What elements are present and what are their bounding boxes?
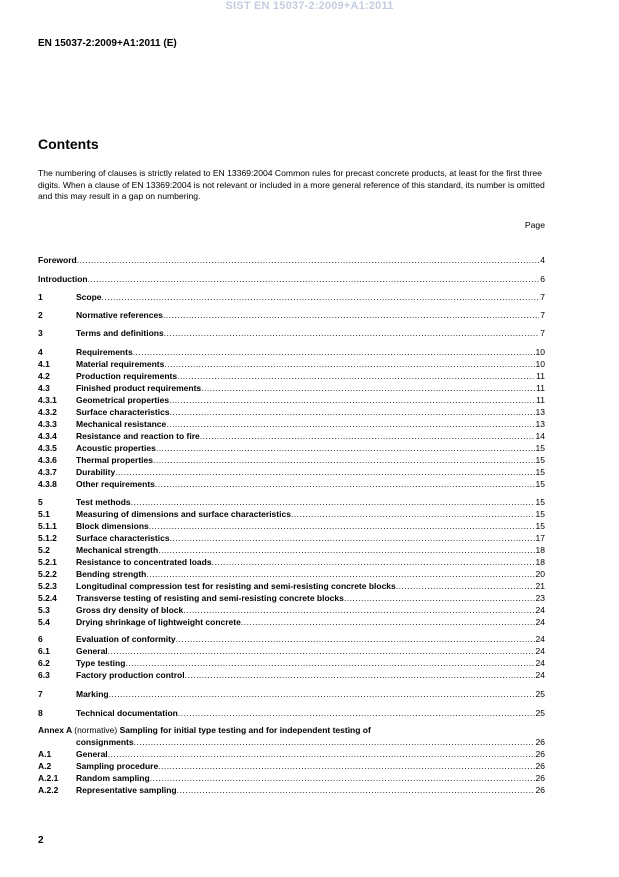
toc-entry-page: 24 [535,634,545,644]
toc-entry-number: 4.3.2 [38,407,57,417]
toc-dot-leader [200,431,535,442]
toc-entry-title: Measuring of dimensions and surface characteristics [76,509,291,519]
toc-dot-leader [125,658,534,669]
toc-entry-page: 13 [535,419,545,429]
toc-entry-title: Other requirements [76,479,155,489]
toc-entry[interactable] [38,455,545,466]
toc-entry-number: 6.3 [38,670,50,680]
toc-entry-title: Technical documentation [76,708,178,718]
toc-entry-title: Gross dry density of block [76,605,184,615]
toc-dot-leader [88,274,540,285]
toc-entry[interactable] [38,509,545,520]
toc-entry-number: 4.3.4 [38,431,57,441]
toc-entry[interactable] [38,593,545,604]
toc-entry-title: Finished product requirements [76,383,202,393]
toc-entry-number: 6.2 [38,658,50,668]
toc-entry-page: 7 [540,310,545,320]
toc-entry-page: 15 [535,455,545,465]
toc-dot-leader [177,785,535,796]
toc-dot-leader [153,455,535,466]
toc-entry-title: Mechanical resistance [76,419,167,429]
toc-entry-number: 5.4 [38,617,50,627]
toc-entry-page: 11 [536,371,545,381]
toc-entry[interactable] [38,419,545,430]
toc-entry[interactable] [38,431,545,442]
annex-label: Annex A [38,725,72,735]
toc-entry-page: 26 [535,761,545,771]
toc-dot-leader [170,533,535,544]
toc-entry-page: 26 [535,773,545,783]
toc-entry-number: 5.2.2 [38,569,57,579]
toc-dot-leader [177,371,535,382]
toc-entry-title: Foreword [38,255,77,265]
toc-entry-title: Mechanical strength [76,545,159,555]
toc-dot-leader [201,383,535,394]
toc-entry-page: 10 [535,347,545,357]
toc-entry-introduction[interactable] [38,274,545,285]
toc-entry-number: 7 [38,689,43,699]
toc-entry-title: consignments [76,737,134,747]
toc-entry-page: 24 [535,605,545,615]
toc-entry-title: Random sampling [76,773,150,783]
toc-entry-page: 15 [535,479,545,489]
toc-entry[interactable] [38,785,545,796]
toc-entry-title: Evaluation of conformity [76,634,176,644]
toc-entry-page: 25 [535,708,545,718]
toc-entry-page: 21 [535,581,545,591]
toc-dot-leader [108,749,535,760]
toc-dot-leader [133,347,535,358]
toc-entry-title: General [76,646,108,656]
toc-entry-number: 4.3.5 [38,443,57,453]
toc-dot-leader [77,255,540,266]
toc-dot-leader [158,545,534,556]
page-number: 2 [38,835,44,846]
toc-dot-leader [163,310,539,321]
toc-dot-leader [146,569,534,580]
toc-entry-title: Representative sampling [76,785,177,795]
watermark: SIST EN 15037-2:2009+A1:2011 [225,0,394,12]
toc-dot-leader [131,497,535,508]
toc-entry-page: 11 [536,383,545,393]
annex-title: Sampling for initial type testing and for independent testing of [119,725,371,735]
toc-dot-leader [155,479,535,490]
toc-entry-title: Block dimensions [76,521,149,531]
toc-entry-page: 15 [535,443,545,453]
toc-dot-leader [241,617,535,628]
toc-entry[interactable] [38,310,545,321]
toc-entry-page: 15 [535,509,545,519]
toc-entry[interactable] [38,605,545,616]
toc-entry-number: 4.3.8 [38,479,57,489]
toc-entry[interactable] [38,407,545,418]
toc-dot-leader [150,773,535,784]
toc-entry-page: 10 [535,359,545,369]
toc-annex-heading[interactable] [38,725,545,736]
toc-dot-leader [185,670,535,681]
toc-entry-title: Introduction [38,274,88,284]
toc-dot-leader [169,395,535,406]
toc-entry-number: A.1 [38,749,52,759]
toc-entry[interactable] [38,545,545,556]
toc-entry-title: Sampling procedure [76,761,159,771]
toc-entry-title: Type testing [76,658,126,668]
toc-dot-leader [176,634,535,645]
toc-entry-number: 4.3.3 [38,419,57,429]
document-id: EN 15037-2:2009+A1:2011 (E) [38,38,177,49]
toc-dot-leader [156,443,535,454]
toc-entry-number: 4.3.7 [38,467,57,477]
toc-entry[interactable] [38,708,545,719]
toc-entry-title: Drying shrinkage of lightweight concrete [76,617,241,627]
toc-entry[interactable] [38,371,545,382]
toc-entry[interactable] [38,581,545,592]
toc-dot-leader [108,646,535,657]
toc-entry-page: 4 [540,255,545,265]
toc-entry-number: A.2.2 [38,785,59,795]
toc-entry-page: 24 [535,617,545,627]
toc-entry-title: Resistance to concentrated loads [76,557,212,567]
toc-entry-page: 25 [535,689,545,699]
toc-dot-leader [291,509,535,520]
toc-entry-number: 6 [38,634,43,644]
toc-entry-number: A.2 [38,761,52,771]
toc-entry-number: 5.2.1 [38,557,57,567]
toc-entry-page: 26 [535,785,545,795]
toc-entry-number: 5.2.3 [38,581,57,591]
toc-entry-number: 5.1 [38,509,50,519]
toc-entry-title: Transverse testing of resisting and semi-resisting concrete blocks [76,593,344,603]
toc-entry-page: 15 [535,521,545,531]
toc-entry[interactable] [38,467,545,478]
toc-entry-annex-continuation[interactable] [76,737,545,748]
toc-entry-title: Requirements [76,347,133,357]
toc-entry-page: 24 [535,658,545,668]
page-title: Contents [38,136,99,152]
toc-dot-leader [149,521,535,532]
toc-entry-title: Bending strength [76,569,147,579]
toc-entry-number: 5.3 [38,605,50,615]
toc-entry-title: Longitudinal compression test for resisting and semi-resisting concrete blocks [76,581,396,591]
toc-entry[interactable] [38,749,545,760]
toc-entry[interactable] [38,292,545,303]
toc-entry[interactable] [38,395,545,406]
toc-entry-title: Thermal properties [76,455,153,465]
toc-entry[interactable] [38,689,545,700]
toc-entry-title: Factory production control [76,670,185,680]
toc-entry-title: Surface characteristics [76,533,170,543]
toc-entry-number: 6.1 [38,646,50,656]
toc-entry-page: 20 [535,569,545,579]
toc-entry-title: General [76,749,108,759]
toc-entry-number: 2 [38,310,43,320]
toc-entry-number: 3 [38,328,43,338]
toc-entry-title: Test methods [76,497,131,507]
toc-entry-foreword[interactable] [38,255,545,266]
toc-entry-title: Surface characteristics [76,407,170,417]
toc-entry-page: 18 [535,557,545,567]
toc-entry-title: Resistance and reaction to fire [76,431,200,441]
toc-dot-leader [134,737,535,748]
toc-entry-page: 15 [535,467,545,477]
toc-entry-title: Acoustic properties [76,443,156,453]
toc-entry[interactable] [38,773,545,784]
toc-dot-leader [212,557,535,568]
toc-entry-number: 4 [38,347,43,357]
toc-entry[interactable] [38,646,545,657]
toc-entry-title: Scope [76,292,102,302]
toc-dot-leader [164,359,534,370]
toc-entry-number: 4.3.1 [38,395,57,405]
toc-entry-number: 4.1 [38,359,50,369]
toc-entry-number: 4.3 [38,383,50,393]
page-column-label: Page [524,220,545,230]
toc-entry[interactable] [38,658,545,669]
toc-dot-leader [102,292,540,303]
toc-entry-page: 23 [535,593,545,603]
toc-entry[interactable] [38,479,545,490]
toc-entry-number: 5.1.2 [38,533,57,543]
toc-entry[interactable] [38,497,545,508]
toc-entry-title: Normative references [76,310,163,320]
toc-entry-page: 7 [540,292,545,302]
toc-entry[interactable] [38,557,545,568]
toc-entry-number: 8 [38,708,43,718]
toc-entry-page: 15 [535,497,545,507]
toc-entry-number: 5.2.4 [38,593,57,603]
toc-dot-leader [183,605,534,616]
toc-entry-page: 7 [540,328,545,338]
toc-entry[interactable] [38,383,545,394]
toc-entry-number: 4.3.6 [38,455,57,465]
toc-entry[interactable] [38,569,545,580]
toc-entry[interactable] [38,761,545,772]
toc-entry-title: Durability [76,467,116,477]
toc-dot-leader [396,581,535,592]
toc-dot-leader [164,328,540,339]
toc-dot-leader [344,593,535,604]
toc-entry-page: 26 [535,749,545,759]
toc-entry[interactable] [38,443,545,454]
toc-entry[interactable] [38,359,545,370]
intro-paragraph: The numbering of clauses is strictly related to EN 13369:2004 Common rules for precast concrete products, at least for the first three digits. When a clause of EN 13369:2004 is not relevant or included in a more general reference of this standard, its number is omitted and this may result in a gap on numbering. [38,168,545,201]
toc-entry-page: 26 [535,737,545,747]
toc-entry-page: 6 [540,274,545,284]
toc-dot-leader [158,761,534,772]
toc-entry-title: Production requirements [76,371,178,381]
toc-entry-page: 24 [535,646,545,656]
toc-entry-number: 5.2 [38,545,50,555]
toc-entry-page: 18 [535,545,545,555]
toc-dot-leader [109,689,535,700]
toc-entry[interactable] [38,617,545,628]
toc-entry[interactable] [38,347,545,358]
toc-entry-number: 5 [38,497,43,507]
toc-entry-page: 13 [535,407,545,417]
toc-entry-number: A.2.1 [38,773,59,783]
annex-type: (normative) [74,725,118,735]
toc-dot-leader [170,407,535,418]
toc-dot-leader [178,708,535,719]
toc-entry[interactable] [38,634,545,645]
toc-entry[interactable] [38,328,545,339]
toc-entry[interactable] [38,533,545,544]
toc-entry-number: 1 [38,292,43,302]
toc-entry-title: Material requirements [76,359,165,369]
toc-dot-leader [115,467,534,478]
toc-entry-title: Geometrical properties [76,395,170,405]
toc-entry[interactable] [38,521,545,532]
toc-entry-number: 4.2 [38,371,50,381]
toc-entry-page: 24 [535,670,545,680]
toc-entry-page: 11 [536,395,545,405]
toc-entry-number: 5.1.1 [38,521,57,531]
toc-entry-title: Terms and definitions [76,328,164,338]
toc-entry-title: Marking [76,689,109,699]
toc-dot-leader [166,419,534,430]
toc-entry[interactable] [38,670,545,681]
toc-entry-page: 17 [535,533,545,543]
toc-entry-page: 14 [535,431,545,441]
